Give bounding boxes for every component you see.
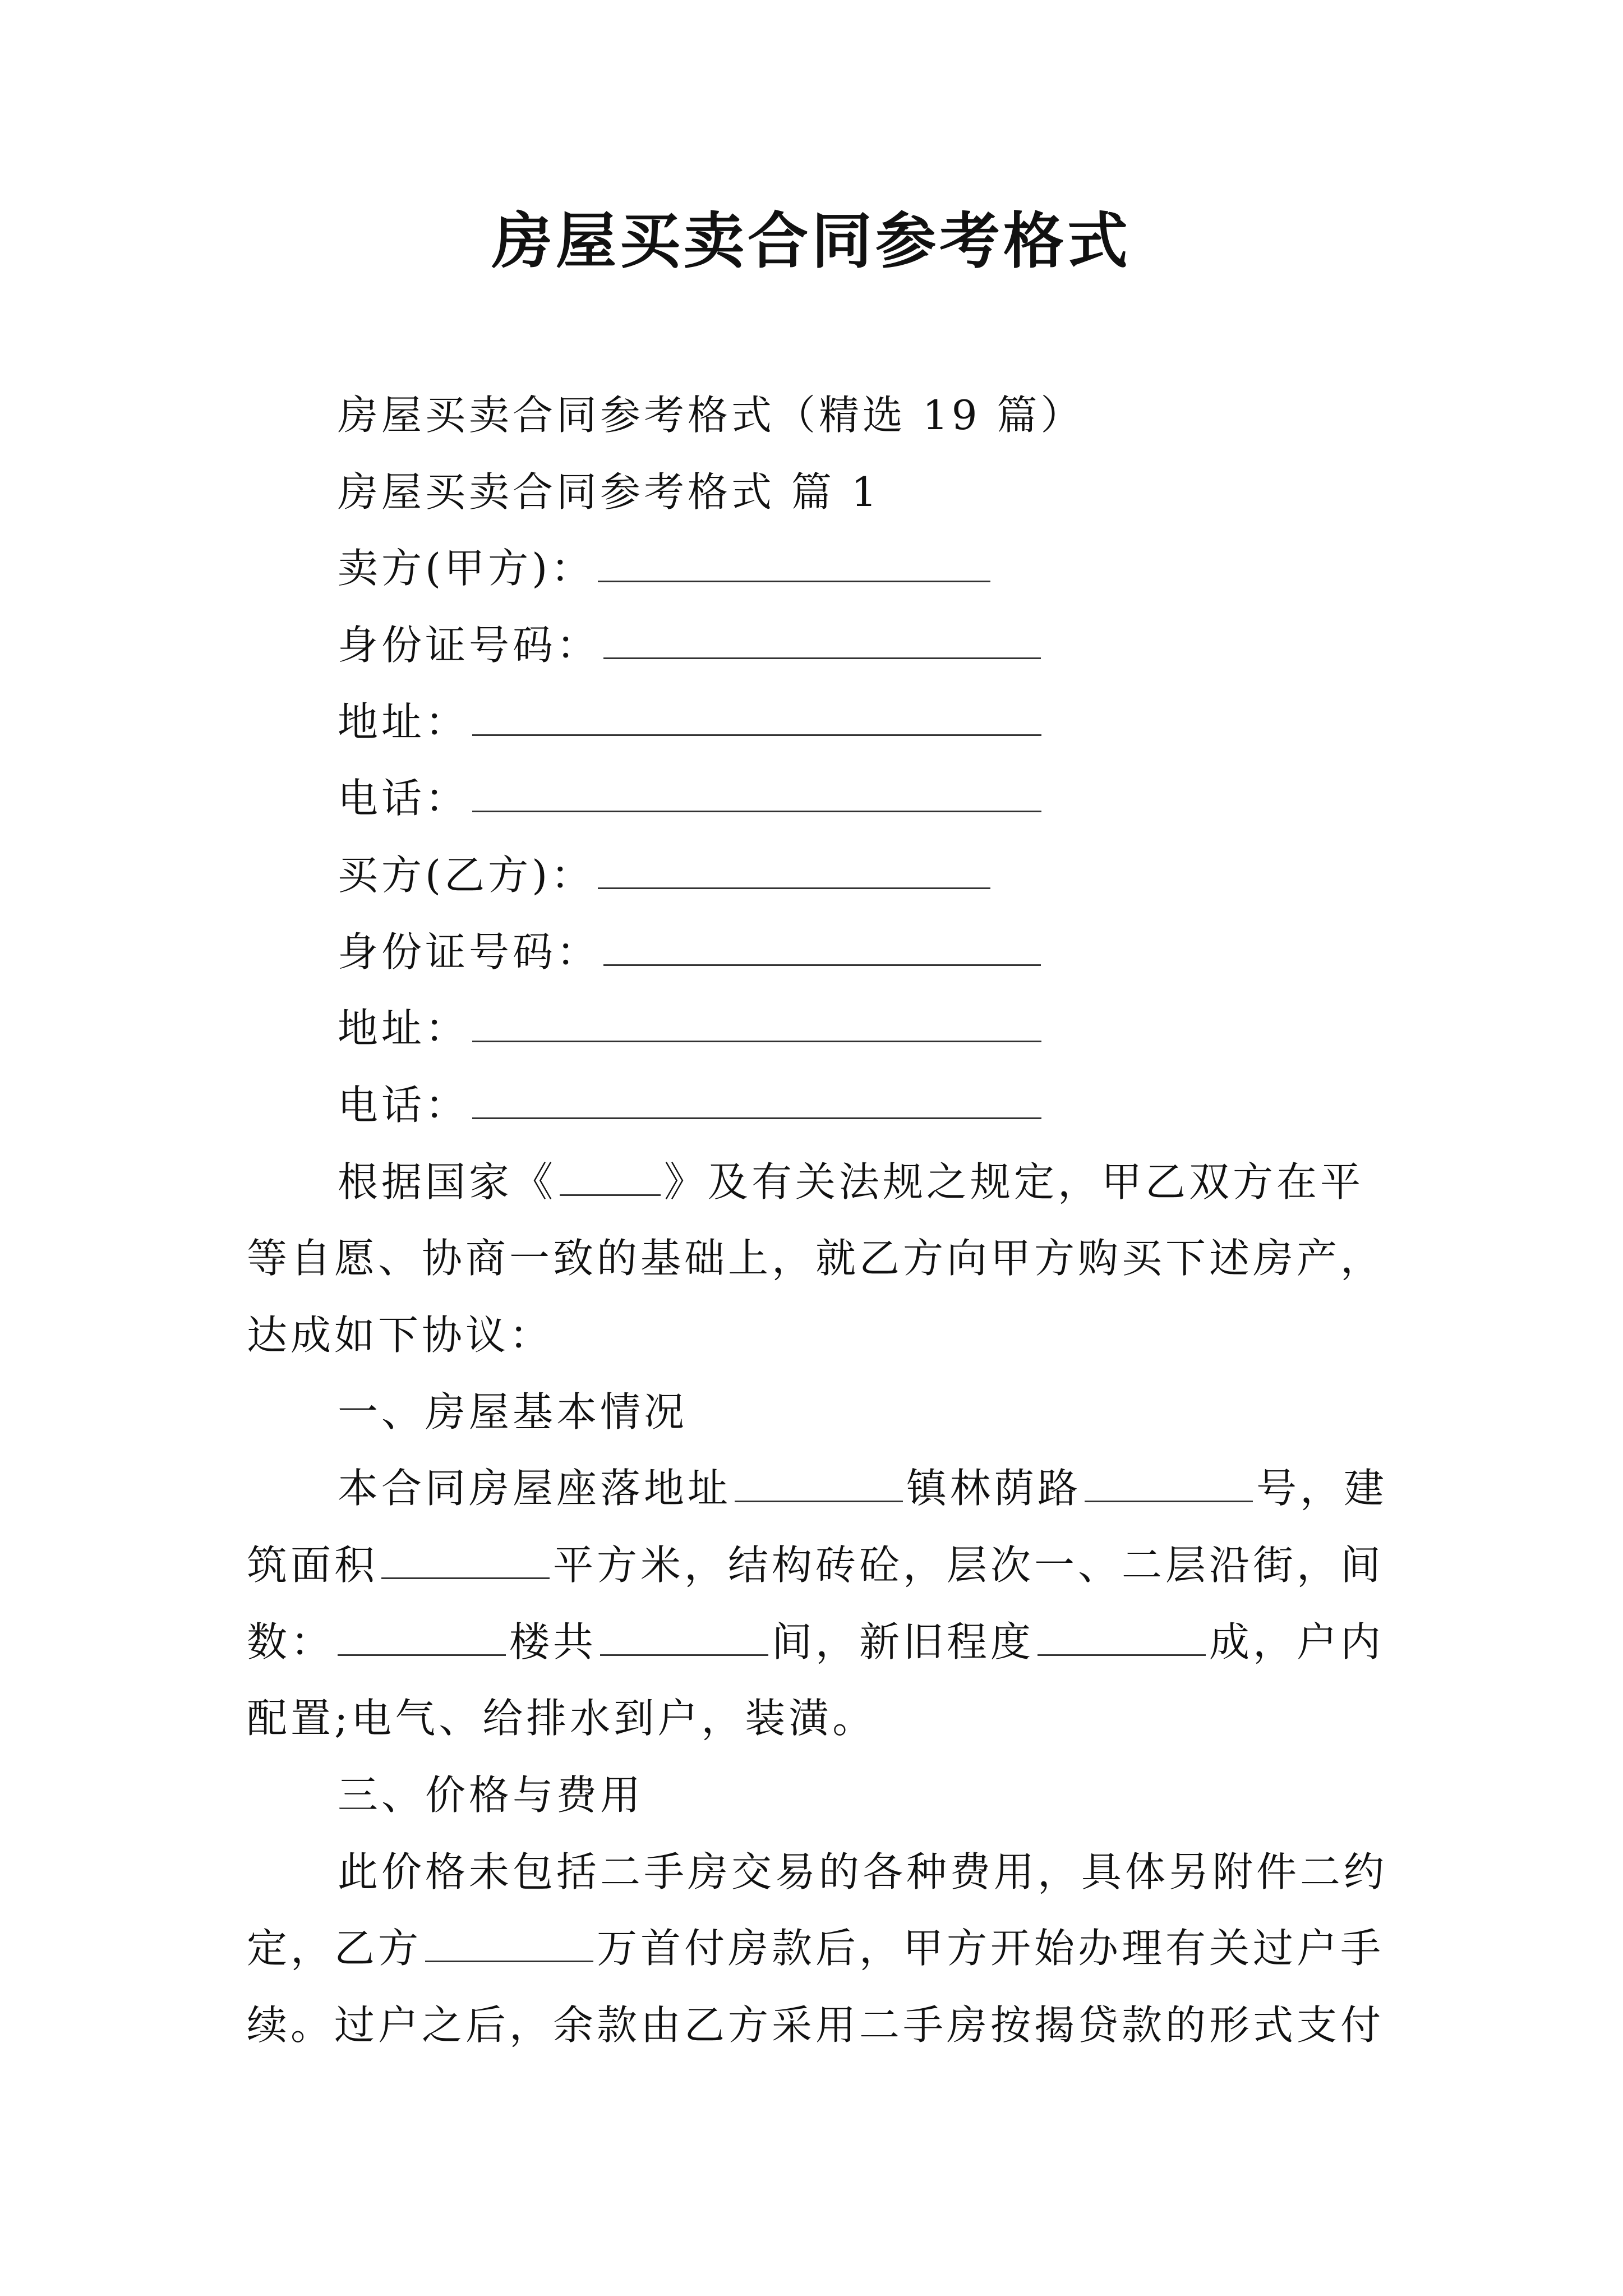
section1-line-2 <box>247 1537 1384 1593</box>
house-number-field[interactable] <box>1085 1460 1253 1502</box>
town-field[interactable] <box>735 1460 903 1502</box>
section1-line-1 <box>338 1460 1387 1516</box>
area-field[interactable] <box>381 1537 550 1579</box>
preamble-line-1 <box>338 1154 1364 1210</box>
floors-field[interactable] <box>338 1614 506 1656</box>
buyer-phone-row <box>338 1077 1045 1133</box>
document-subtitle: 房屋买卖合同参考格式（精选 19 篇） <box>338 392 1085 439</box>
buyer-phone-field[interactable] <box>472 1077 1041 1119</box>
preamble-line-2: 等自愿、协商一致的基础上，就乙方向甲方购买下述房产， <box>247 1235 1385 1282</box>
section1-heading: 一、房屋基本情况 <box>338 1388 688 1435</box>
buyer-label: 买方(乙方)： <box>338 852 595 899</box>
buyer-name-field[interactable] <box>598 847 990 889</box>
document-title: 房屋买卖合同参考格式 <box>491 206 1131 277</box>
section1-text: 号，建 <box>1256 1465 1388 1512</box>
section1-line-4: 配置;电气、给排水到户，装潢。 <box>247 1695 877 1742</box>
law-name-field[interactable] <box>560 1154 661 1196</box>
preamble-line-3: 达成如下协议： <box>247 1312 554 1359</box>
seller-phone-row <box>338 770 1045 826</box>
section3-line-2 <box>247 1920 1384 1976</box>
buyer-id-row <box>338 924 1044 980</box>
seller-address-label: 地址： <box>338 698 469 746</box>
seller-row <box>338 540 994 596</box>
section1-line-3 <box>247 1614 1384 1670</box>
seller-address-field[interactable] <box>472 694 1041 736</box>
seller-id-row <box>338 617 1044 673</box>
seller-name-field[interactable] <box>598 540 990 582</box>
buyer-id-field[interactable] <box>603 924 1041 966</box>
section3-text: 定，乙方 <box>247 1925 422 1972</box>
down-payment-field[interactable] <box>425 1920 593 1962</box>
rooms-field[interactable] <box>600 1614 768 1656</box>
seller-phone-field[interactable] <box>472 770 1041 812</box>
section1-text: 成，户内 <box>1209 1618 1385 1665</box>
section1-text: 楼共 <box>509 1618 597 1665</box>
seller-id-field[interactable] <box>603 617 1041 659</box>
seller-label: 卖方(甲方)： <box>338 545 595 592</box>
preamble-text: 根据国家《 <box>338 1158 557 1205</box>
section-heading: 房屋买卖合同参考格式 篇 1 <box>338 468 880 516</box>
buyer-address-field[interactable] <box>472 1000 1041 1042</box>
seller-phone-label: 电话： <box>338 775 469 822</box>
section1-text: 平方米，结构砖砼，层次一、二层沿街，间 <box>553 1542 1385 1589</box>
section1-text: 镇林荫路 <box>906 1465 1082 1512</box>
section1-text: 间，新旧程度 <box>772 1618 1035 1665</box>
buyer-row <box>338 847 994 903</box>
preamble-text: 》及有关法规之规定，甲乙双方在平 <box>664 1158 1364 1205</box>
buyer-address-row <box>338 1000 1045 1056</box>
section1-text: 数： <box>247 1618 335 1665</box>
section3-text: 万首付房款后，甲方开始办理有关过户手 <box>597 1925 1385 1972</box>
section1-text: 本合同房屋座落地址 <box>338 1465 732 1512</box>
section3-line-3: 续。过户之后，余款由乙方采用二手房按揭贷款的形式支付 <box>247 2001 1385 2049</box>
section1-text: 筑面积 <box>247 1542 379 1589</box>
section3-line-1: 此价格未包括二手房交易的各种费用，具体另附件二约 <box>338 1848 1388 1895</box>
condition-field[interactable] <box>1038 1614 1206 1656</box>
buyer-id-label: 身份证号码： <box>338 928 601 976</box>
buyer-address-label: 地址： <box>338 1005 469 1052</box>
section3-heading: 三、价格与费用 <box>338 1772 644 1819</box>
seller-address-row <box>338 694 1045 750</box>
buyer-phone-label: 电话： <box>338 1082 469 1129</box>
seller-id-label: 身份证号码： <box>338 622 601 669</box>
